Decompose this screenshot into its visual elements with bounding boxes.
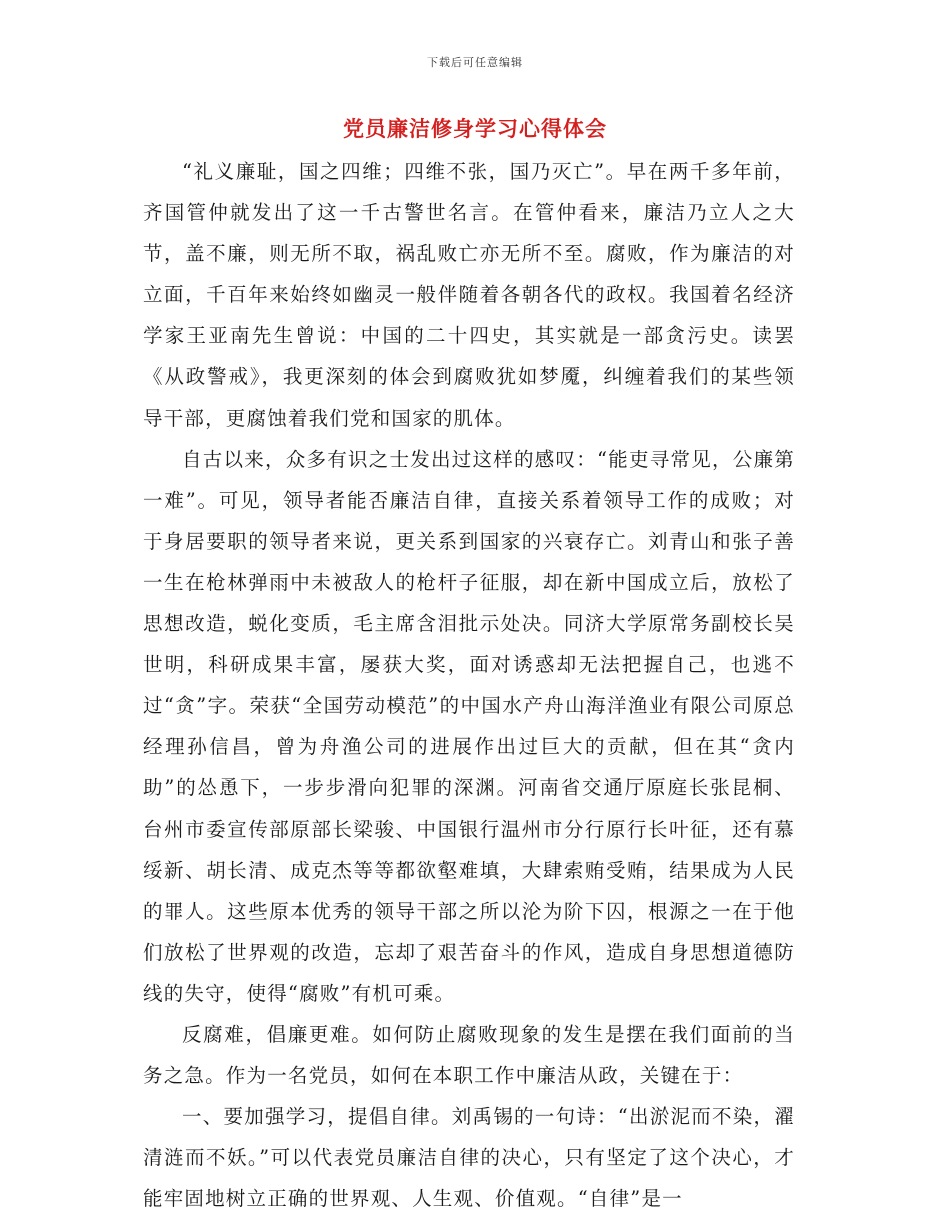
paragraph: 反腐难，倡廉更难。如何防止腐败现象的发生是摆在我们面前的当务之急。作为一名党员，如何在本职工作中廉洁从政，关键在于：	[143, 1022, 795, 1088]
document-body	[143, 151, 795, 1219]
paragraph: 一、要加强学习，提倡自律。刘禹锡的一句诗：“出淤泥而不染，濯清涟而不妖。”可以代表党员廉洁自律的决心，只有坚定了这个决心，才能牢固地树立正确的世界观、人生观、价值观。“自律”是一	[143, 1105, 795, 1211]
document-title: 党员廉洁修身学习心得体会	[343, 116, 607, 141]
paragraph: 自古以来，众多有识之士发出过这样的感叹：“能吏寻常见，公廉第一难”。可见，领导者能否廉洁自律，直接关系着领导工作的成败；对于身居要职的领导者来说，更关系到国家的兴衰存亡。刘青山和张子善一生在枪林弹雨中未被敌人的枪杆子征服，却在新中国成立后，放松了思想改造，蜕化变质，毛主席含泪批示处决。同济大学原常务副校长吴世明，科研成果丰富，屡获大奖，面对诱惑却无法把握自己，也逃不过“贪”字。荣获“全国劳动模范”的中国水产舟山海洋渔业有限公司原总经理孙信昌，曾为舟渔公司的进展作出过巨大的贡献，但在其“贪内助”的怂恿下，一步步滑向犯罪的深渊。河南省交通厅原庭长张昆桐、台州市委宣传部原部长梁骏、中国银行温州市分行原行长叶征，还有慕绥新、胡长清、成克杰等等都欲壑难填，大肆索贿受贿，结果成为人民的罪人。这些原本优秀的领导干部之所以沦为阶下囚，根源之一在于他们放松了世界观的改造，忘却了艰苦奋斗的作风，造成自身思想道德防线的失守，使得“腐败”有机可乘。	[143, 447, 795, 1005]
paragraph: “礼义廉耻，国之四维；四维不张，国乃灭亡”。早在两千多年前，齐国管仲就发出了这一千古警世名言。在管仲看来，廉洁乃立人之大节，盖不廉，则无所不取，祸乱败亡亦无所不至。腐败，作为廉洁的对立面，千百年来始终如幽灵一般伴随着各朝各代的政权。我国着名经济学家王亚南先生曾说：中国的二十四史，其实就是一部贪污史。读罢《从政警戒》，我更深刻的体会到腐败犹如梦魇，纠缠着我们的某些领导干部，更腐蚀着我们党和国家的肌体。	[143, 160, 795, 430]
header-note: 下载后可任意编辑	[427, 56, 523, 69]
